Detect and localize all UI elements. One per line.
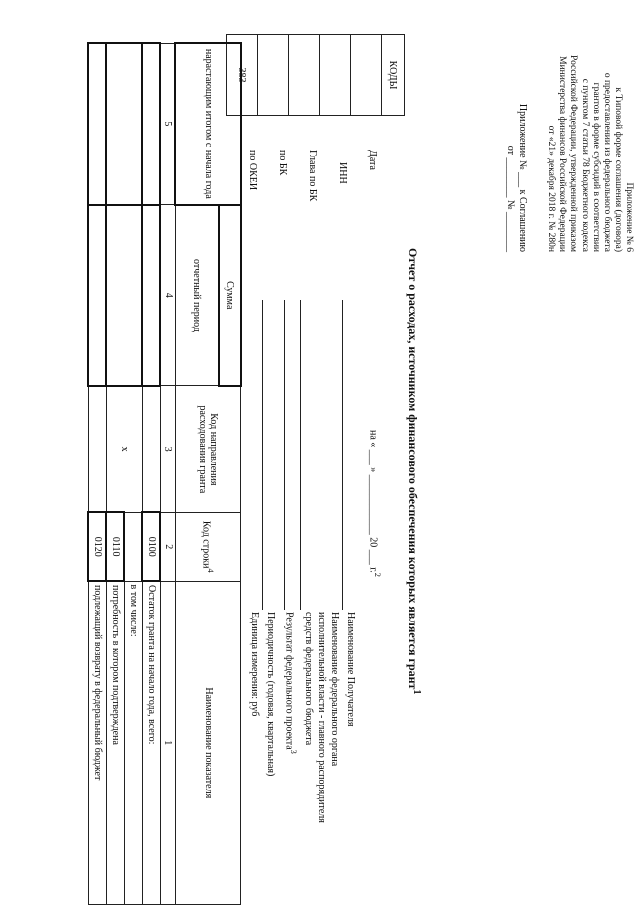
date-footnote: 2 (373, 572, 382, 577)
codes-cell-chapter (289, 35, 320, 116)
cell-dir (143, 386, 161, 513)
col-header-period (176, 205, 220, 386)
cell-name: подлежащий возврату в федеральный бюджет (89, 581, 107, 904)
col4-label: отчетный период (191, 259, 203, 332)
codes-cell-date (351, 35, 382, 116)
field-underline (300, 300, 301, 610)
field-periodicity: Периодичность (годовая, квартальная) (265, 612, 276, 777)
sum-header (219, 205, 241, 386)
annex-reference (505, 12, 528, 252)
field-underline (262, 300, 263, 610)
field-underline (284, 300, 285, 610)
codes-label-chapter: Глава по БК (307, 150, 318, 202)
annex-line: Приложение № ___ к Соглашению (517, 103, 528, 252)
result-footnote: 3 (289, 749, 298, 754)
header-line: Министерства финансов Российской Федерации (557, 56, 568, 252)
table-row (143, 43, 161, 905)
col-header-name (176, 581, 242, 904)
header-line: к Типовой форме соглашения (договора) (612, 87, 623, 252)
codes-label-bk: по БК (277, 150, 288, 176)
cell-name: потребность в котором подтверждена (107, 581, 125, 904)
codes-cell-bk (258, 35, 289, 116)
field-underline (342, 300, 343, 610)
col2-label: Код строки (201, 520, 213, 569)
col5-label: нарастающим итогом с начала года (202, 48, 214, 199)
appendix-header (545, 12, 634, 252)
codes-cell-inn (320, 35, 351, 116)
header-line: о предоставлении из федерального бюджета (601, 72, 612, 252)
col-header-sum-cumulative (176, 43, 242, 205)
col-num: 4 (161, 205, 176, 386)
cell-code: 0120 (89, 512, 107, 581)
cell-name: в том числе: (125, 581, 143, 904)
annex-line: от ________ № ________ (505, 145, 517, 252)
title-footnote: 1 (411, 689, 422, 695)
col1-label: Наименование показателя (202, 687, 214, 799)
header-line: Российской Федерации, утвержденной приказом (568, 55, 579, 252)
expense-table (88, 42, 243, 905)
codes-header: КОДЫ (382, 35, 405, 116)
field-recipient: Наименование Получателя (345, 612, 356, 727)
table-row (125, 43, 143, 905)
field-authority-1: Наименование федерального органа (329, 612, 340, 767)
col-num: 3 (161, 386, 176, 513)
codes-label-okei: по ОКЕИ (247, 150, 258, 191)
field-authority-2: исполнительной власти - главного распорядителя (316, 612, 327, 823)
field-result-label: Результат федерального проекта (283, 612, 295, 750)
date-line-text: на « ___ » ____________ 20 ___ г. (367, 430, 379, 573)
header-line: Приложение № 6 (624, 182, 634, 252)
field-result (283, 612, 298, 754)
codes-label-date: Дата (367, 150, 378, 170)
cell-dir: x (107, 386, 143, 513)
cell-code: 0100 (143, 512, 161, 581)
col-header-code (176, 512, 242, 581)
report-title (405, 248, 422, 694)
header-line: с пунктом 7 статьи 78 Бюджетного кодекса (579, 78, 590, 252)
col-header-direction (176, 386, 242, 513)
report-title-text: Отчет о расходах, источником финансового обеспечения которых является грант (406, 248, 420, 690)
header-line: от «21» декабря 2018 г. № 280н (546, 125, 557, 252)
codes-table (226, 34, 405, 116)
col-num: 1 (161, 581, 176, 904)
cell-name: Остаток гранта на начало года, всего: (143, 581, 161, 904)
col3-label: Код направления расходования гранта (197, 405, 220, 494)
col2-footnote: 4 (206, 568, 216, 573)
cell-dir (89, 386, 107, 513)
codes-label-inn: ИНН (337, 162, 348, 184)
col-num: 2 (161, 512, 176, 581)
cell-code (125, 512, 143, 581)
field-unit: Единица измерения: руб (249, 612, 260, 717)
sum-label: Сумма (224, 281, 236, 310)
table-row (89, 43, 107, 905)
report-date-line (367, 430, 382, 577)
codes-cell-okei: 383 (227, 35, 258, 116)
field-authority-3: средств федерального бюджета (303, 612, 314, 746)
cell-code: 0110 (107, 512, 125, 581)
header-line: грантов в форме субсидий в соответствии (590, 82, 601, 252)
col-num: 5 (161, 43, 176, 205)
